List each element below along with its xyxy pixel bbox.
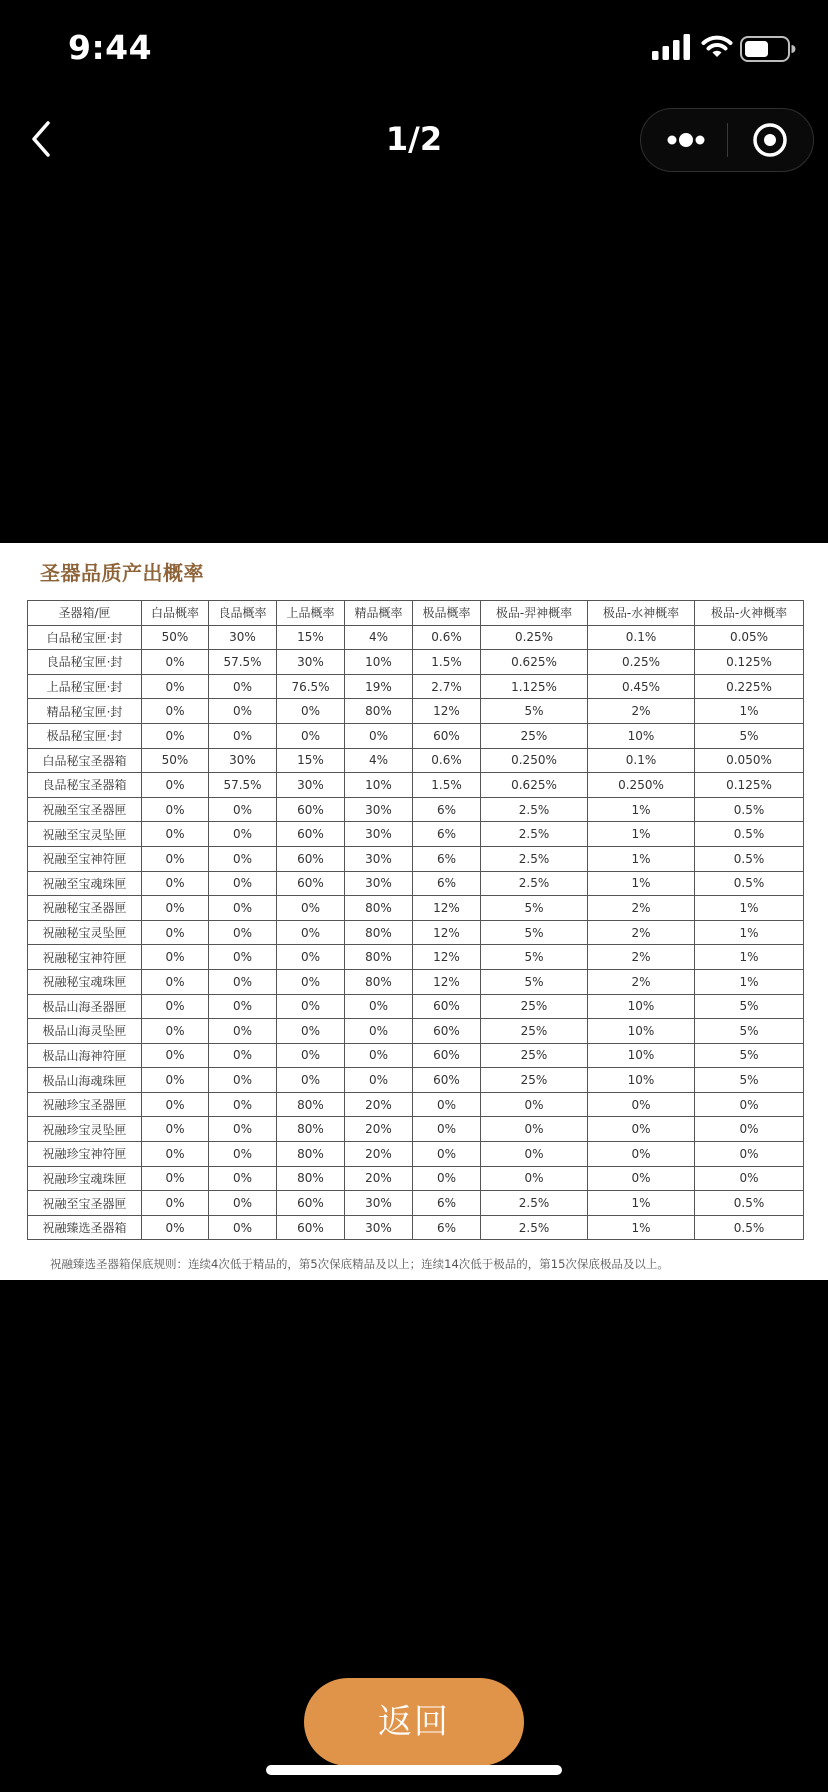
table-cell-probability: 0% <box>142 994 209 1019</box>
table-cell-probability: 80% <box>277 1117 345 1142</box>
table-cell-probability: 0% <box>142 699 209 724</box>
table-cell-box-name: 良品秘宝圣器箱 <box>28 773 142 798</box>
table-cell-box-name: 祝融珍宝魂珠匣 <box>28 1166 142 1191</box>
table-cell-probability: 20% <box>345 1092 413 1117</box>
table-cell-probability: 0% <box>142 1215 209 1240</box>
close-button[interactable] <box>728 109 814 171</box>
table-cell-probability: 1% <box>695 920 804 945</box>
table-cell-box-name: 极品山海神符匣 <box>28 1043 142 1068</box>
table-cell-probability: 60% <box>413 1068 481 1093</box>
table-cell-probability: 0% <box>142 1117 209 1142</box>
table-cell-probability: 1.125% <box>481 674 588 699</box>
table-cell-probability: 0% <box>142 1068 209 1093</box>
table-row <box>28 773 804 798</box>
table-cell-probability: 0% <box>695 1166 804 1191</box>
table-cell-probability: 0% <box>142 650 209 675</box>
status-bar <box>0 0 828 100</box>
table-cell-probability: 0% <box>142 896 209 921</box>
table-cell-box-name: 上品秘宝匣·封 <box>28 674 142 699</box>
table-cell-probability: 10% <box>588 994 695 1019</box>
table-cell-probability: 80% <box>345 896 413 921</box>
table-cell-probability: 12% <box>413 969 481 994</box>
table-row <box>28 1019 804 1044</box>
table-cell-probability: 0% <box>695 1117 804 1142</box>
table-cell-probability: 0% <box>588 1166 695 1191</box>
table-header-cell: 良品概率 <box>209 601 277 626</box>
table-cell-probability: 12% <box>413 945 481 970</box>
table-cell-probability: 5% <box>481 969 588 994</box>
table-cell-probability: 6% <box>413 797 481 822</box>
table-cell-probability: 2.5% <box>481 1191 588 1216</box>
table-header-cell: 精品概率 <box>345 601 413 626</box>
table-cell-probability: 80% <box>345 945 413 970</box>
table-cell-probability: 5% <box>695 994 804 1019</box>
table-cell-probability: 25% <box>481 723 588 748</box>
table-cell-probability: 20% <box>345 1142 413 1167</box>
table-cell-probability: 0% <box>277 969 345 994</box>
table-cell-probability: 1% <box>588 1215 695 1240</box>
table-cell-probability: 0% <box>209 1068 277 1093</box>
table-row <box>28 994 804 1019</box>
table-cell-probability: 30% <box>345 1191 413 1216</box>
table-cell-probability: 20% <box>345 1166 413 1191</box>
table-cell-probability: 0% <box>209 1019 277 1044</box>
image-panel <box>0 543 828 1280</box>
table-cell-probability: 0% <box>277 723 345 748</box>
table-cell-probability: 0.5% <box>695 1191 804 1216</box>
table-cell-probability: 5% <box>481 896 588 921</box>
page-counter: 1/2 <box>385 120 443 158</box>
table-cell-probability: 0.5% <box>695 822 804 847</box>
table-cell-probability: 0.250% <box>481 748 588 773</box>
table-cell-probability: 60% <box>277 871 345 896</box>
table-cell-probability: 60% <box>413 1043 481 1068</box>
table-cell-probability: 0% <box>481 1166 588 1191</box>
table-cell-probability: 0% <box>209 871 277 896</box>
table-cell-box-name: 祝融至宝神符匣 <box>28 846 142 871</box>
table-header-cell: 极品概率 <box>413 601 481 626</box>
table-row <box>28 723 804 748</box>
table-cell-probability: 15% <box>277 748 345 773</box>
table-cell-probability: 0% <box>142 945 209 970</box>
table-cell-probability: 0% <box>588 1117 695 1142</box>
table-cell-probability: 10% <box>345 773 413 798</box>
table-header-cell: 极品-火神概率 <box>695 601 804 626</box>
table-cell-probability: 4% <box>345 625 413 650</box>
table-cell-probability: 1% <box>588 1191 695 1216</box>
table-cell-probability: 0.625% <box>481 650 588 675</box>
table-cell-probability: 0% <box>695 1092 804 1117</box>
table-cell-box-name: 极品山海圣器匣 <box>28 994 142 1019</box>
table-cell-probability: 0.050% <box>695 748 804 773</box>
table-row <box>28 748 804 773</box>
table-row <box>28 846 804 871</box>
table-cell-probability: 1% <box>588 846 695 871</box>
table-cell-probability: 80% <box>345 920 413 945</box>
table-row <box>28 1117 804 1142</box>
table-cell-probability: 80% <box>345 969 413 994</box>
table-cell-probability: 0% <box>142 1142 209 1167</box>
home-indicator <box>266 1765 562 1775</box>
table-cell-probability: 1% <box>695 969 804 994</box>
table-cell-probability: 19% <box>345 674 413 699</box>
table-cell-probability: 10% <box>345 650 413 675</box>
table-cell-probability: 6% <box>413 1215 481 1240</box>
table-cell-probability: 0.125% <box>695 650 804 675</box>
table-cell-probability: 2% <box>588 699 695 724</box>
table-cell-box-name: 精品秘宝匣·封 <box>28 699 142 724</box>
table-cell-probability: 0% <box>345 1019 413 1044</box>
table-cell-probability: 10% <box>588 1068 695 1093</box>
table-cell-probability: 2% <box>588 920 695 945</box>
table-cell-probability: 5% <box>481 945 588 970</box>
table-cell-probability: 30% <box>345 871 413 896</box>
table-cell-box-name: 极品秘宝匣·封 <box>28 723 142 748</box>
more-button[interactable] <box>641 109 727 171</box>
table-cell-probability: 0% <box>209 1215 277 1240</box>
table-cell-probability: 12% <box>413 896 481 921</box>
table-cell-box-name: 祝融秘宝圣器匣 <box>28 896 142 921</box>
table-cell-probability: 0.1% <box>588 625 695 650</box>
table-cell-probability: 0.5% <box>695 846 804 871</box>
table-cell-probability: 0% <box>209 822 277 847</box>
table-cell-probability: 0% <box>345 1068 413 1093</box>
table-cell-probability: 30% <box>345 846 413 871</box>
table-cell-probability: 0.45% <box>588 674 695 699</box>
table-row <box>28 650 804 675</box>
table-cell-box-name: 白品秘宝匣·封 <box>28 625 142 650</box>
table-cell-probability: 60% <box>413 723 481 748</box>
table-cell-probability: 5% <box>695 1068 804 1093</box>
table-cell-probability: 50% <box>142 748 209 773</box>
table-cell-probability: 0% <box>209 846 277 871</box>
table-cell-probability: 0% <box>277 699 345 724</box>
table-cell-probability: 0.05% <box>695 625 804 650</box>
table-cell-probability: 0% <box>209 969 277 994</box>
table-cell-probability: 0.1% <box>588 748 695 773</box>
table-cell-probability: 0% <box>209 1117 277 1142</box>
table-cell-probability: 0% <box>209 896 277 921</box>
table-row <box>28 1068 804 1093</box>
table-row <box>28 674 804 699</box>
table-cell-probability: 60% <box>277 822 345 847</box>
guarantee-note: 祝融臻选圣器箱保底规则：连续4次低于精品的，第5次保底精品及以上；连续14次低于极品的，第15次保底极品及以上。 <box>50 1257 669 1271</box>
table-cell-probability: 2.5% <box>481 1215 588 1240</box>
table-cell-probability: 0% <box>277 920 345 945</box>
table-cell-probability: 30% <box>345 1215 413 1240</box>
table-cell-probability: 57.5% <box>209 773 277 798</box>
table-cell-box-name: 祝融秘宝灵坠匣 <box>28 920 142 945</box>
table-cell-probability: 0% <box>142 1092 209 1117</box>
table-cell-probability: 0% <box>209 699 277 724</box>
table-header-cell: 白品概率 <box>142 601 209 626</box>
table-cell-probability: 0.6% <box>413 625 481 650</box>
return-button[interactable]: 返回 <box>304 1678 524 1766</box>
table-row <box>28 945 804 970</box>
table-cell-probability: 5% <box>481 699 588 724</box>
table-cell-probability: 0.25% <box>588 650 695 675</box>
signal-icon <box>652 34 692 60</box>
table-row <box>28 1043 804 1068</box>
table-cell-probability: 60% <box>413 1019 481 1044</box>
table-cell-box-name: 祝融秘宝神符匣 <box>28 945 142 970</box>
table-cell-probability: 0% <box>277 1019 345 1044</box>
table-cell-probability: 0% <box>209 920 277 945</box>
table-cell-probability: 30% <box>209 625 277 650</box>
table-row <box>28 969 804 994</box>
table-cell-probability: 0% <box>142 920 209 945</box>
table-cell-probability: 60% <box>277 1191 345 1216</box>
table-cell-box-name: 祝融至宝圣器匣 <box>28 1191 142 1216</box>
table-cell-probability: 1% <box>695 945 804 970</box>
table-cell-probability: 0% <box>695 1142 804 1167</box>
table-cell-probability: 0% <box>209 723 277 748</box>
table-cell-probability: 1% <box>588 871 695 896</box>
table-row <box>28 1166 804 1191</box>
table-cell-probability: 5% <box>695 723 804 748</box>
table-cell-probability: 15% <box>277 625 345 650</box>
table-cell-probability: 0% <box>142 1043 209 1068</box>
table-cell-probability: 0% <box>142 797 209 822</box>
table-cell-probability: 0.6% <box>413 748 481 773</box>
table-cell-probability: 0% <box>413 1142 481 1167</box>
table-cell-probability: 2.5% <box>481 846 588 871</box>
table-cell-probability: 0.250% <box>588 773 695 798</box>
table-cell-probability: 0.5% <box>695 871 804 896</box>
table-cell-probability: 0% <box>209 674 277 699</box>
table-cell-box-name: 极品山海魂珠匣 <box>28 1068 142 1093</box>
table-cell-probability: 1% <box>588 797 695 822</box>
table-cell-probability: 2% <box>588 896 695 921</box>
table-cell-box-name: 白品秘宝圣器箱 <box>28 748 142 773</box>
table-cell-probability: 0% <box>413 1092 481 1117</box>
table-cell-probability: 50% <box>142 625 209 650</box>
panel-title: 圣器品质产出概率 <box>40 561 204 585</box>
table-cell-probability: 1.5% <box>413 650 481 675</box>
table-cell-probability: 80% <box>277 1166 345 1191</box>
table-cell-probability: 6% <box>413 822 481 847</box>
table-cell-probability: 30% <box>345 797 413 822</box>
table-cell-probability: 2.5% <box>481 822 588 847</box>
table-cell-probability: 4% <box>345 748 413 773</box>
table-cell-box-name: 祝融珍宝圣器匣 <box>28 1092 142 1117</box>
table-row <box>28 1142 804 1167</box>
table-cell-box-name: 良品秘宝匣·封 <box>28 650 142 675</box>
table-cell-probability: 0% <box>142 1191 209 1216</box>
table-cell-probability: 0% <box>142 1166 209 1191</box>
table-cell-probability: 80% <box>277 1142 345 1167</box>
table-cell-probability: 60% <box>277 1215 345 1240</box>
table-cell-probability: 0% <box>142 723 209 748</box>
table-row <box>28 1215 804 1240</box>
table-cell-probability: 0% <box>209 1166 277 1191</box>
table-cell-probability: 0% <box>277 1043 345 1068</box>
table-cell-probability: 0% <box>142 1019 209 1044</box>
table-cell-probability: 25% <box>481 1019 588 1044</box>
table-cell-probability: 0% <box>481 1092 588 1117</box>
table-cell-probability: 12% <box>413 699 481 724</box>
table-cell-probability: 0% <box>277 896 345 921</box>
table-cell-probability: 6% <box>413 1191 481 1216</box>
table-cell-probability: 0% <box>142 822 209 847</box>
table-cell-probability: 0.125% <box>695 773 804 798</box>
table-cell-probability: 0% <box>413 1117 481 1142</box>
more-icon <box>641 109 727 171</box>
mini-program-capsule <box>640 108 814 172</box>
table-cell-probability: 2.5% <box>481 871 588 896</box>
table-cell-probability: 0% <box>209 1043 277 1068</box>
table-cell-probability: 25% <box>481 1043 588 1068</box>
table-cell-probability: 0% <box>142 871 209 896</box>
table-cell-probability: 0% <box>209 797 277 822</box>
table-cell-probability: 0% <box>209 1142 277 1167</box>
table-cell-probability: 0% <box>413 1166 481 1191</box>
table-cell-probability: 80% <box>277 1092 345 1117</box>
table-cell-probability: 0% <box>481 1142 588 1167</box>
table-cell-box-name: 祝融至宝魂珠匣 <box>28 871 142 896</box>
table-cell-box-name: 祝融秘宝魂珠匣 <box>28 969 142 994</box>
wifi-icon <box>700 32 734 60</box>
table-cell-probability: 0% <box>142 846 209 871</box>
table-cell-probability: 6% <box>413 871 481 896</box>
battery-icon <box>740 36 796 62</box>
nav-bar <box>0 100 828 180</box>
table-cell-probability: 10% <box>588 723 695 748</box>
table-cell-probability: 0% <box>277 945 345 970</box>
table-row <box>28 896 804 921</box>
table-cell-probability: 6% <box>413 846 481 871</box>
table-cell-probability: 12% <box>413 920 481 945</box>
table-cell-box-name: 极品山海灵坠匣 <box>28 1019 142 1044</box>
table-cell-probability: 0.225% <box>695 674 804 699</box>
table-row <box>28 822 804 847</box>
table-header-cell: 圣器箱/匣 <box>28 601 142 626</box>
table-cell-probability: 0% <box>345 723 413 748</box>
table-cell-probability: 0% <box>209 1092 277 1117</box>
table-row <box>28 920 804 945</box>
table-cell-box-name: 祝融臻选圣器箱 <box>28 1215 142 1240</box>
table-cell-probability: 76.5% <box>277 674 345 699</box>
table-cell-probability: 0% <box>209 1191 277 1216</box>
table-cell-probability: 0.5% <box>695 1215 804 1240</box>
table-cell-probability: 0% <box>588 1142 695 1167</box>
table-cell-probability: 0% <box>277 1068 345 1093</box>
table-cell-probability: 1.5% <box>413 773 481 798</box>
table-cell-probability: 0% <box>209 994 277 1019</box>
table-cell-probability: 60% <box>277 797 345 822</box>
table-cell-probability: 1% <box>695 699 804 724</box>
table-cell-probability: 5% <box>695 1043 804 1068</box>
table-cell-probability: 1% <box>588 822 695 847</box>
table-cell-probability: 0% <box>345 994 413 1019</box>
table-cell-box-name: 祝融至宝圣器匣 <box>28 797 142 822</box>
table-cell-probability: 0% <box>345 1043 413 1068</box>
table-header-row <box>28 601 804 626</box>
table-cell-probability: 25% <box>481 1068 588 1093</box>
table-header-cell: 极品-水神概率 <box>588 601 695 626</box>
table-cell-box-name: 祝融珍宝神符匣 <box>28 1142 142 1167</box>
table-cell-probability: 80% <box>345 699 413 724</box>
table-cell-probability: 60% <box>277 846 345 871</box>
table-cell-probability: 20% <box>345 1117 413 1142</box>
table-cell-probability: 1% <box>695 896 804 921</box>
table-cell-box-name: 祝融珍宝灵坠匣 <box>28 1117 142 1142</box>
table-cell-probability: 0% <box>142 773 209 798</box>
table-cell-probability: 10% <box>588 1019 695 1044</box>
table-row <box>28 797 804 822</box>
table-cell-probability: 5% <box>481 920 588 945</box>
table-cell-probability: 0.25% <box>481 625 588 650</box>
status-time: 9:44 <box>68 28 153 67</box>
table-row <box>28 871 804 896</box>
table-cell-probability: 0.625% <box>481 773 588 798</box>
table-cell-probability: 0% <box>481 1117 588 1142</box>
table-cell-probability: 0.5% <box>695 797 804 822</box>
table-cell-probability: 10% <box>588 1043 695 1068</box>
close-icon <box>728 109 814 171</box>
table-cell-probability: 0% <box>209 945 277 970</box>
table-cell-probability: 0% <box>142 674 209 699</box>
table-cell-probability: 30% <box>209 748 277 773</box>
table-cell-probability: 0% <box>142 969 209 994</box>
table-header-cell: 上品概率 <box>277 601 345 626</box>
table-cell-probability: 5% <box>695 1019 804 1044</box>
table-cell-probability: 30% <box>277 773 345 798</box>
table-cell-probability: 0% <box>277 994 345 1019</box>
table-cell-probability: 30% <box>345 822 413 847</box>
table-row <box>28 625 804 650</box>
table-cell-box-name: 祝融至宝灵坠匣 <box>28 822 142 847</box>
table-cell-probability: 25% <box>481 994 588 1019</box>
table-cell-probability: 30% <box>277 650 345 675</box>
table-cell-probability: 2% <box>588 969 695 994</box>
table-cell-probability: 60% <box>413 994 481 1019</box>
table-cell-probability: 2.7% <box>413 674 481 699</box>
probability-table <box>27 600 804 1240</box>
table-row <box>28 1092 804 1117</box>
table-header-cell: 极品-羿神概率 <box>481 601 588 626</box>
table-row <box>28 1191 804 1216</box>
table-cell-probability: 2% <box>588 945 695 970</box>
table-cell-probability: 57.5% <box>209 650 277 675</box>
table-cell-probability: 0% <box>588 1092 695 1117</box>
table-row <box>28 699 804 724</box>
table-cell-probability: 2.5% <box>481 797 588 822</box>
